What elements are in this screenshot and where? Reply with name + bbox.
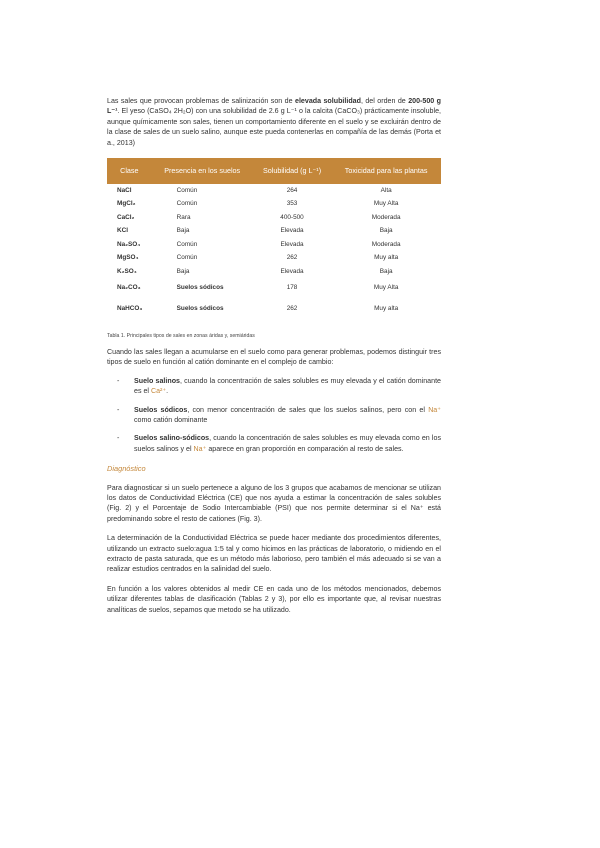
table-header-row [107, 158, 441, 184]
soil-type-text: , con menor concentración de sales que los suelos salinos, pero con el [187, 405, 429, 414]
after-table-paragraph: Cuando las sales llegan a acumularse en el suelo como para generar problemas, podemos distinguir tres tipos de suelo en función al catión dominante en el complejo de cambio: [107, 347, 441, 367]
ion-label: Na⁺ [428, 405, 441, 414]
cell-solubilidad: 262 [286, 254, 298, 262]
list-item [107, 405, 441, 426]
list-dash: - [117, 376, 120, 385]
cell-toxicidad: Moderada [371, 213, 401, 221]
cell-presencia: Común [176, 240, 198, 248]
intro-bold-1: elevada solubilidad [295, 97, 361, 105]
cell-clase: CaCl₂ [117, 213, 135, 221]
ion-label: Ca²⁺ [150, 387, 167, 396]
ion-label: Na⁺ [193, 444, 207, 453]
list-dash: - [117, 405, 120, 414]
cell-solubilidad: Elevada [280, 267, 304, 275]
cell-toxicidad: Baja [379, 267, 393, 275]
cell-presencia: Rara [176, 213, 191, 221]
cell-solubilidad: 400-500 [280, 213, 304, 221]
diagnostico-paragraph-3: En función a los valores obtenidos al medir CE en cada uno de los métodos mencionados, debemos utilizar diferentes tablas de clasificación (Tablas 2 y 3), por ello es importante que, al revisar nuestras analíticas de suelos, sepamos que metodo se ha utilizado. [107, 584, 441, 614]
cell-toxicidad: Muy alta [374, 254, 399, 262]
table-row [107, 265, 441, 279]
intro-text-3: . El yeso (CaSO₄ 2H₂O) con una solubilidad de 2.6 g L⁻¹ o la calcita (CaCO₃) prácticamente insoluble, aunque químicamente son sales, tienen un comportamiento diferente en el suelo y se excluirán dentro de la clase de sales de un suelo salino, aunque este pueda contenerlas en compañía de las demás (Porta et a., 2013) [107, 107, 441, 147]
cell-presencia: Baja [176, 267, 190, 275]
cell-toxicidad: Muy alta [374, 305, 399, 313]
cell-toxicidad: Alta [380, 186, 392, 194]
intro-text-2: , del orden de [360, 97, 409, 105]
diagnostico-heading: Diagnóstico [107, 464, 146, 474]
diagnostico-paragraph-1: Para diagnosticar si un suelo pertenece a alguno de los 3 grupos que acabamos de mencionar se utilizan los datos de Conductividad Eléctrica (CE) que nos ayuda a estimar la concentración de sales solubles (Fig. 2) y el Porcentaje de Sodio Intercambiable (PSI) que nos permite determinar si el Na⁺ está predominando sobre el resto de cationes (Fig. 3). [107, 483, 441, 523]
table-row [107, 252, 441, 266]
cell-clase: Na₂SO₄ [117, 240, 141, 248]
soil-type-term: Suelos salino-sódicos [134, 434, 210, 443]
diagnostico-paragraph-2: La determinación de la Conductividad Eléctrica se puede hacer mediante dos procedimientos diferentes, utilizando un extracto suelo:agua 1:5 tal y como hicimos en las prácticas de laboratorio, o midiendo en el extracto de pasta saturada, que es un método más laborioso, pero también el más adecuado si se van a realizar estudios centrados en la salinidad del suelo. [107, 534, 441, 574]
cell-solubilidad: 262 [286, 305, 298, 313]
soil-type-end: aparece en gran proporción en comparación al resto de sales. [206, 444, 404, 453]
cell-presencia: Común [176, 254, 198, 262]
cell-solubilidad: 353 [286, 200, 298, 208]
salts-table [107, 158, 441, 321]
cell-presencia: Suelos sódicos [176, 284, 224, 292]
cell-solubilidad: Elevada [280, 227, 304, 235]
soil-type-text: , cuando la concentración de sales solubles es muy elevada y el catión dominante es el [134, 376, 441, 396]
intro-paragraph [107, 96, 441, 148]
table-row [107, 184, 441, 198]
cell-presencia: Común [176, 200, 198, 208]
cell-clase: MgSO₄ [117, 254, 139, 262]
document-content [107, 96, 441, 624]
cell-presencia: Baja [176, 227, 190, 235]
header-toxicidad: Toxicidad para las plantas [344, 165, 428, 175]
cell-clase: NaCl [117, 186, 132, 194]
table-caption: Tabla 1. Principales tipos de sales en zonas áridas y, semiáridas [107, 332, 255, 339]
cell-toxicidad: Muy Alta [373, 200, 399, 208]
cell-clase: MgCl₂ [117, 200, 136, 208]
soil-type-term: Suelo salinos [134, 376, 180, 385]
cell-presencia: Suelos sódicos [176, 305, 224, 313]
cell-clase: K₂SO₄ [117, 267, 137, 275]
table-row [107, 211, 441, 225]
table-row [107, 238, 441, 252]
list-item [107, 433, 441, 454]
table-row [107, 225, 441, 239]
cell-toxicidad: Muy Alta [373, 284, 399, 292]
soil-type-end: como catión dominante [134, 415, 208, 424]
intro-text-1: Las sales que provocan problemas de salinización son de [107, 97, 296, 105]
table-row [107, 279, 441, 299]
header-clase: Clase [120, 165, 139, 175]
cell-clase: KCl [117, 227, 129, 235]
cell-presencia: Común [176, 186, 198, 194]
intro-bold-2: 200-500 g L⁻¹ [107, 97, 441, 116]
cell-toxicidad: Baja [379, 227, 393, 235]
cell-solubilidad: 264 [286, 186, 298, 194]
cell-clase: NaHCO₃ [117, 305, 143, 313]
cell-toxicidad: Moderada [371, 240, 401, 248]
list-dash: - [117, 434, 120, 443]
table-row [107, 299, 441, 321]
soil-type-text: , cuando la concentración de sales solubles es muy elevada como en los suelos salinos y el [134, 434, 442, 453]
cell-solubilidad: Elevada [280, 240, 304, 248]
list-item [107, 376, 441, 397]
cell-solubilidad: 178 [286, 284, 298, 292]
soil-types-list [107, 376, 441, 454]
soil-type-end: . [166, 387, 169, 396]
header-presencia: Presencia en los suelos [164, 165, 241, 175]
soil-type-term: Suelos sódicos [134, 405, 188, 414]
table-row [107, 198, 441, 212]
cell-clase: Na₂CO₃ [117, 284, 141, 292]
header-solubilidad: Solubilidad (g L⁻¹) [262, 165, 322, 175]
